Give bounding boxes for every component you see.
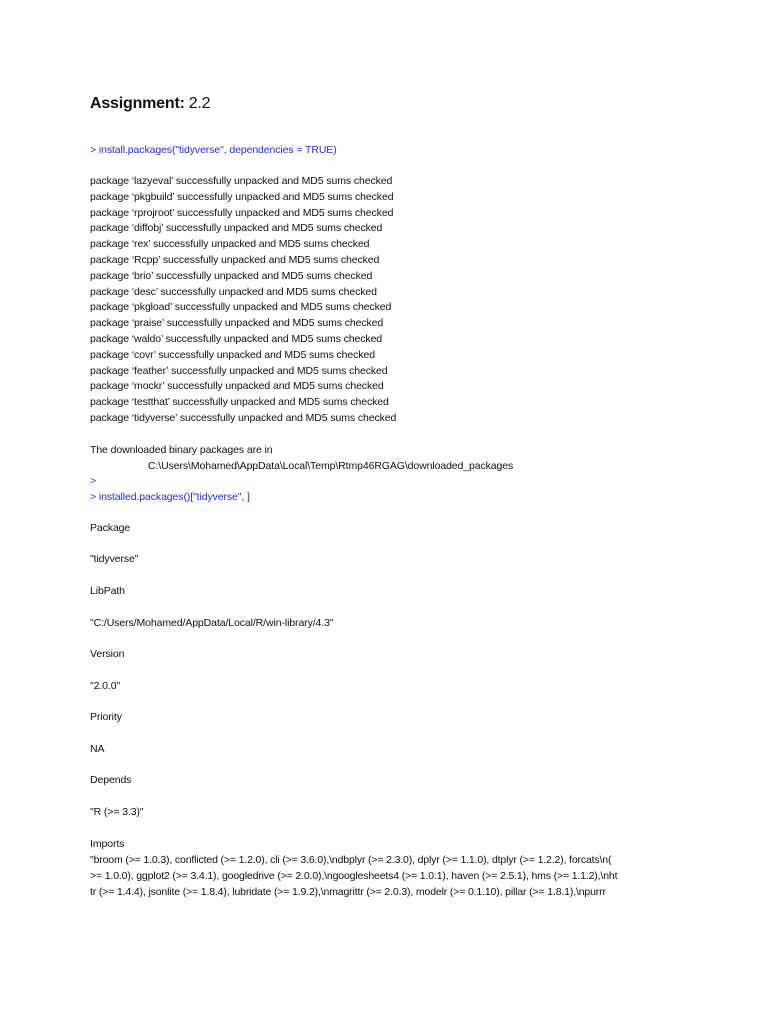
version-field-label: Version: [90, 648, 125, 660]
package-line: package ‘tidyverse’ successfully unpacked and MD5 sums checked: [90, 411, 397, 424]
imports-line: "broom (>= 1.0.3), conflicted (>= 1.2.0), cli (>= 3.6.0),\ndbplyr (>= 2.3.0), dplyr (>= 1.1.0), dtplyr (>= 1.2.2), forcats\n(: [90, 854, 612, 866]
package-line: package ‘lazyeval’ successfully unpacked and MD5 sums checked: [90, 175, 393, 187]
download-info-text: The downloaded binary packages are in: [90, 444, 273, 456]
package-line: package ‘rex’ successfully unpacked and MD5 sums checked: [90, 238, 370, 251]
package-line: package ‘mockr’ successfully unpacked and MD5 sums checked: [90, 380, 384, 393]
package-field-label: Package: [90, 522, 131, 534]
imports-field-value: [90, 853, 680, 900]
package-line: package ‘diffobj’ successfully unpacked and MD5 sums checked: [90, 222, 383, 235]
imports-line: tr (>= 1.4.4), jsonlite (>= 1.8.4), lubridate (>= 1.9.2),\nmagrittr (>= 2.0.3), modelr (>= 0.1.10), pillar (>= 1.8.1),\npurrr: [90, 885, 606, 898]
package-line: package ‘pkgload’ successfully unpacked and MD5 sums checked: [90, 301, 392, 314]
package-line: package ‘rprojroot’ successfully unpacked and MD5 sums checked: [90, 206, 394, 219]
depends-field-label: Depends: [90, 774, 132, 786]
priority-field-label: Priority: [90, 711, 122, 723]
package-line: package ‘feather’ successfully unpacked and MD5 sums checked: [90, 364, 388, 377]
libpath-field-label: LibPath: [90, 585, 125, 597]
imports-field-label: Imports: [90, 838, 125, 850]
package-line: package ‘covr’ successfully unpacked and MD5 sums checked: [90, 348, 375, 361]
libpath-field-value: "C:/Users/Mohamed/AppData/Local/R/win-library/4.3": [90, 617, 334, 629]
package-line: package ‘praise’ successfully unpacked and MD5 sums checked: [90, 317, 384, 330]
package-line: package ‘testthat’ successfully unpacked and MD5 sums checked: [90, 396, 389, 409]
package-line: package ‘waldo’ successfully unpacked and MD5 sums checked: [90, 332, 383, 345]
package-line: package ‘brio’ successfully unpacked and MD5 sums checked: [90, 269, 373, 282]
assignment-number: 2.2: [188, 95, 211, 112]
package-field-value: "tidyverse": [90, 553, 139, 565]
package-line: package ‘desc’ successfully unpacked and MD5 sums checked: [90, 285, 377, 298]
depends-field-value: "R (>= 3.3)": [90, 806, 144, 818]
unpacked-package-list: [90, 174, 396, 427]
assignment-heading: [90, 92, 210, 116]
assignment-label: Assignment:: [90, 95, 185, 112]
priority-field-value: NA: [90, 743, 105, 755]
package-line: package ‘Rcpp’ successfully unpacked and MD5 sums checked: [90, 253, 380, 266]
package-line: package ‘pkgbuild’ successfully unpacked and MD5 sums checked: [90, 190, 394, 203]
download-path: C:\Users\Mohamed\AppData\Local\Temp\Rtmp46RGAG\downloaded_packages: [148, 460, 514, 472]
install-command: > install.packages("tidyverse", dependencies = TRUE): [90, 144, 337, 156]
imports-line: >= 1.0.0), ggplot2 (>= 3.4.1), googledrive (>= 2.0.0),\ngooglesheets4 (>= 1.0.1), haven (>= 2.5.1), hms (>= 1.1.2),\nht: [90, 869, 618, 882]
empty-prompt: >: [90, 475, 97, 487]
installed-packages-command: > installed.packages()["tidyverse", ]: [90, 491, 250, 503]
version-field-value: "2.0.0": [90, 680, 121, 692]
